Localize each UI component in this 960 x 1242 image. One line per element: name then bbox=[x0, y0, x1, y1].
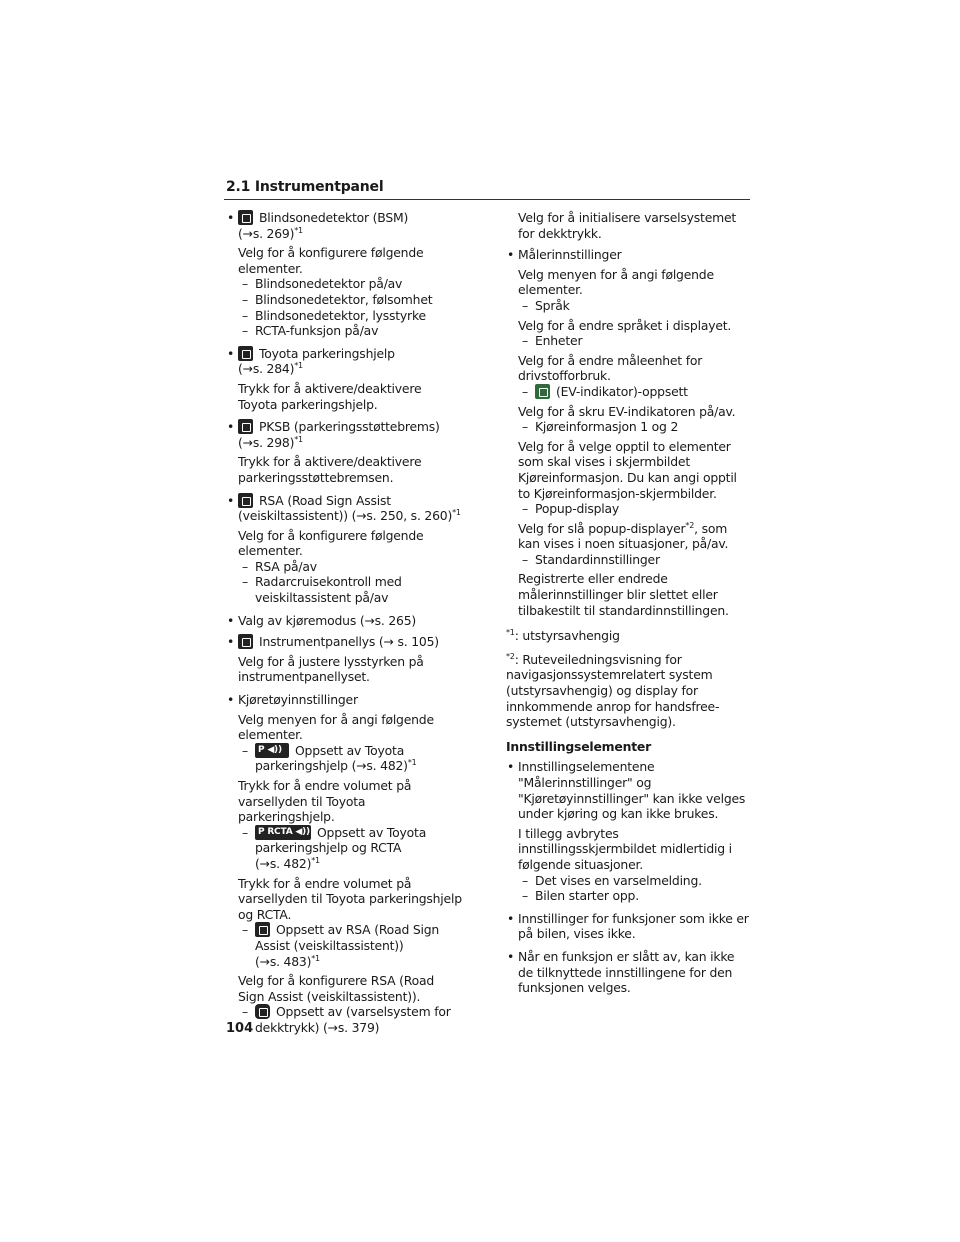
bsm-item: – Blindsonedetektor, lysstyrke bbox=[226, 308, 464, 324]
footnote-mark: *1 bbox=[452, 507, 461, 517]
panel-light-icon bbox=[238, 634, 253, 649]
meter-item-units: – Enheter bbox=[506, 333, 752, 349]
rcta-volume-icon: – P RCTA ◀)) bbox=[255, 825, 311, 840]
list-item-vehicle-settings: • Kjøretøyinnstillinger bbox=[226, 692, 464, 708]
panel-title: Instrumentpanellys (→ s. 105) bbox=[259, 634, 439, 650]
footnote-mark: *1 bbox=[294, 434, 303, 444]
default-desc: Registrerte eller endrede målerinnstillinger blir slettet eller tilbakestilt til standardinnstillingen. bbox=[518, 571, 729, 618]
left-column bbox=[226, 210, 464, 1036]
info-desc: Velg for å velge opptil to elementer som skal vises i skjermbildet Kjøreinformasjon. Du kan angi opptil to Kjøreinformasjon-skjermbilder. bbox=[518, 438, 737, 501]
pksb-title: PKSB (parkeringsstøttebrems) bbox=[259, 419, 440, 435]
list-item-parking bbox=[226, 346, 464, 377]
vehicle-item-rsa-setup: – Oppsett av RSA (Road Sign Assist (veiskiltassistent)) (→s. 483)$^{*1}$ bbox=[226, 922, 464, 969]
rsa-item: – Radarcruisekontroll med veiskiltassistent på/av bbox=[226, 574, 464, 605]
list-item-drive-mode: • Valg av kjøremodus (→s. 265) bbox=[226, 613, 464, 629]
footnote-mark: *1 bbox=[407, 758, 417, 768]
settings-item: • Innstillingselementene "Målerinnstillinger" og "Kjøretøyinnstillinger" kan ikke velges under kjøring og kan ikke brukes. bbox=[506, 759, 752, 821]
bsm-item: – RCTA-funksjon på/av bbox=[226, 323, 464, 339]
v-item2-desc: Trykk for å endre volumet på varsellyden til Toyota parkeringshjelp og RCTA. bbox=[238, 875, 462, 922]
park-title: Toyota parkeringshjelp bbox=[259, 345, 395, 361]
v-item3-desc: Velg for å konfigurere RSA (Road Sign Assist (veiskiltassistent)). bbox=[238, 973, 435, 1004]
v-item1-desc: Trykk for å endre volumet på varsellyden til Toyota parkeringshjelp. bbox=[238, 778, 412, 825]
footnote-mark: *1 bbox=[294, 225, 303, 235]
lang-desc: Velg for å endre språket i displayet. bbox=[518, 317, 732, 333]
pksb-icon bbox=[238, 419, 253, 434]
footnote-mark: *1 bbox=[294, 361, 303, 371]
park-desc: Trykk for å aktivere/deaktivere Toyota parkeringshjelp. bbox=[238, 380, 422, 412]
settings-item-desc: I tillegg avbrytes innstillingsskjermbildet midlertidig i følgende situasjoner. bbox=[518, 825, 732, 872]
tpws-desc: Velg for å initialisere varselsystemet for dekktrykk. bbox=[518, 210, 737, 241]
section-divider bbox=[224, 199, 750, 200]
park-ref: (→s. 284) bbox=[238, 361, 295, 377]
settings-item: • Når en funksjon er slått av, kan ikke de tilknyttede innstillingene for den funksjonen velges. bbox=[506, 949, 752, 996]
list-item-rsa bbox=[226, 493, 464, 524]
settings-sub-item: – Bilen starter opp. bbox=[506, 888, 752, 904]
bsm-item: – Blindsonedetektor på/av bbox=[226, 276, 464, 292]
tire-pressure-icon bbox=[255, 1004, 270, 1019]
ev-desc: Velg for å skru EV-indikatoren på/av. bbox=[518, 403, 736, 419]
meter-item-drive-info: – Kjøreinformasjon 1 og 2 bbox=[506, 419, 752, 435]
vehicle-item-tpws-setup: – Oppsett av (varselsystem for dekktrykk) (→s. 379) bbox=[226, 1004, 464, 1035]
section-title: 2.1 Instrumentpanel bbox=[226, 179, 384, 195]
meter-item-ev: – (EV-indikator)-oppsett bbox=[506, 384, 752, 400]
bsm-desc: Velg for å konfigurere følgende elementer. bbox=[238, 245, 424, 276]
list-item-pksb bbox=[226, 419, 464, 450]
road-sign-assist-icon bbox=[255, 922, 270, 937]
parking-assist-icon bbox=[238, 346, 253, 361]
page-number: 104 bbox=[226, 1021, 254, 1036]
parking-volume-icon: – P ◀)) bbox=[255, 743, 289, 758]
bsm-ref: (→s. 269) bbox=[238, 225, 295, 241]
bsm-item: – Blindsonedetektor, følsomhet bbox=[226, 292, 464, 308]
list-item-bsm bbox=[226, 210, 464, 241]
settings-sub-item: – Det vises en varselmelding. bbox=[506, 873, 752, 889]
units-desc: Velg for å endre måleenhet for drivstofforbruk. bbox=[518, 352, 703, 384]
rsa-item: – RSA på/av bbox=[226, 559, 464, 575]
pksb-desc: Trykk for å aktivere/deaktivere parkeringsstøttebremsen. bbox=[238, 454, 422, 485]
meter-item-popup: – Popup-display bbox=[506, 501, 752, 517]
rsa-desc: Velg for å konfigurere følgende elementer. bbox=[238, 527, 424, 559]
right-column bbox=[506, 210, 752, 996]
meter-desc: Velg menyen for å angi følgende elementer. bbox=[518, 266, 714, 298]
v-item1: Oppsett av Toyota parkeringshjelp (→s. 482) bbox=[255, 742, 408, 774]
list-item-meter-settings: • Målerinnstillinger bbox=[506, 247, 752, 263]
vehicle-item-parking-setup bbox=[226, 743, 464, 774]
footnote-mark: *1 bbox=[311, 855, 320, 865]
list-item-panel-light bbox=[226, 634, 464, 650]
bsm-title: Blindsonedetektor (BSM) bbox=[259, 210, 409, 225]
popup-desc: Velg for slå popup-displayer$^{*2}$, som kan vises i noen situasjoner, på/av. bbox=[518, 520, 729, 552]
ev-indicator-icon bbox=[535, 384, 550, 399]
panel-desc: Velg for å justere lysstyrken på instrumentpanellyset. bbox=[238, 653, 424, 685]
footnote-1: $^{*1}$: utstyrsavhengig bbox=[506, 628, 620, 644]
footnote-2: $^{*2}$: Ruteveiledningsvisning for navigasjonssystemrelatert system (utstyrsavhengig) og display for innkommende anrop for handsfree-systemet (utstyrsavhengig). bbox=[506, 651, 720, 730]
settings-item: • Innstillinger for funksjoner som ikke er på bilen, vises ikke. bbox=[506, 911, 752, 942]
road-sign-assist-icon bbox=[238, 493, 253, 508]
bsm-icon bbox=[238, 210, 253, 225]
meter-item-language: – Språk bbox=[506, 298, 752, 314]
vehicle-desc: Velg menyen for å angi følgende elementer. bbox=[238, 711, 434, 743]
rsa-title-2: (veiskiltassistent)) (→s. 250, s. 260) bbox=[238, 508, 453, 524]
vehicle-item-rcta-setup: – P RCTA ◀)) Oppsett av Toyota parkeringshjelp og RCTA (→s. 482)$^{*1}$ bbox=[226, 825, 464, 872]
pksb-ref: (→s. 298) bbox=[238, 434, 295, 450]
settings-heading: Innstillingselementer bbox=[506, 738, 652, 754]
rsa-title: RSA (Road Sign Assist bbox=[259, 492, 391, 508]
footnote-mark: *1 bbox=[311, 953, 320, 963]
footnote-mark: *2 bbox=[685, 520, 695, 530]
meter-item-default: – Standardinnstillinger bbox=[506, 552, 752, 568]
